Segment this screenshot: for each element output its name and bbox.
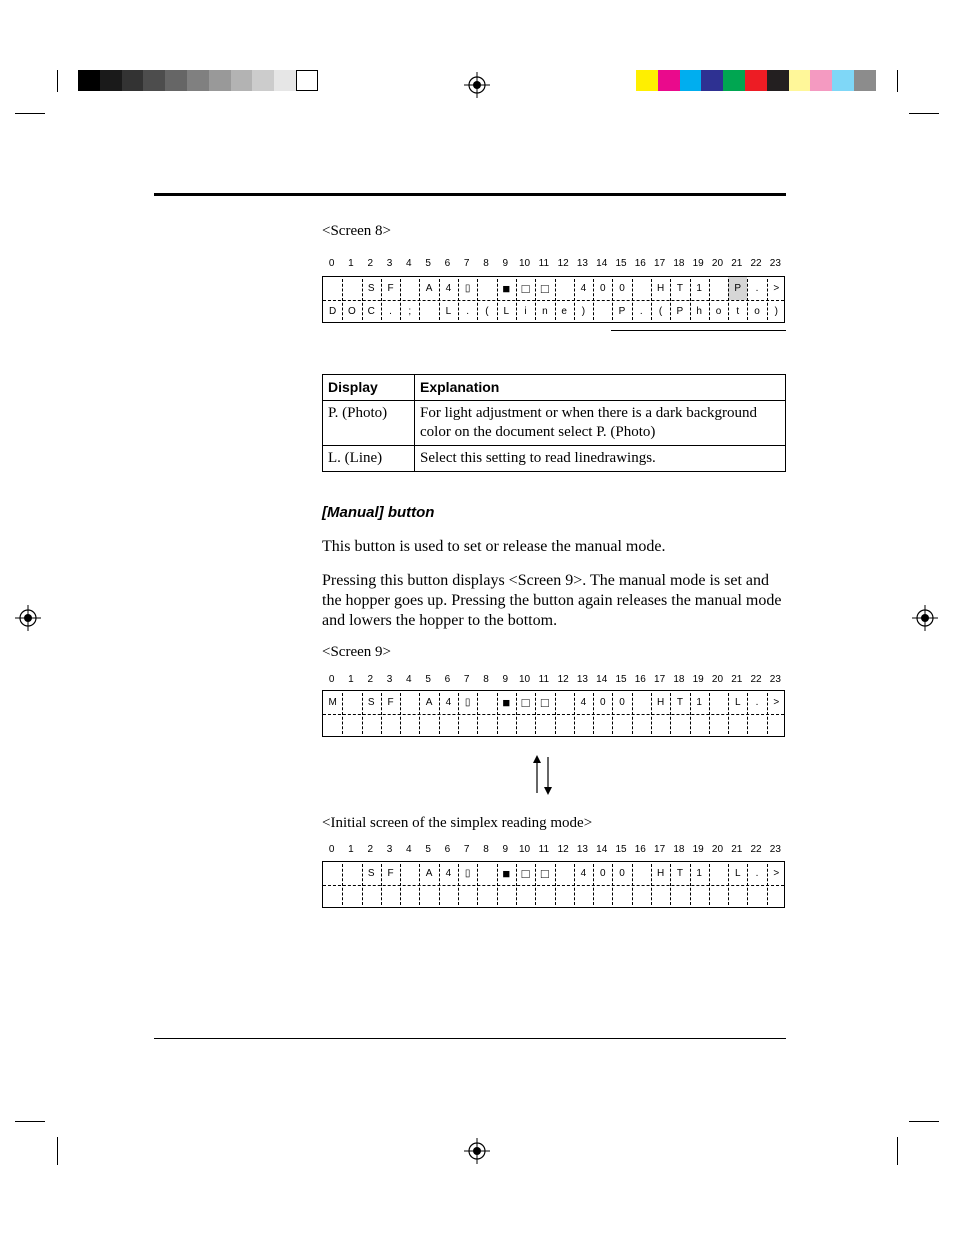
lcd-cell: ▯ [464,283,471,294]
lcd-cell: F [387,283,394,294]
lcd-cell [419,300,438,323]
lcd-cell: L [734,697,741,708]
column-number: 13 [576,258,588,269]
lcd-cell: 4 [445,868,452,879]
lcd-cell [690,885,709,908]
lcd-cell: 0 [599,697,606,708]
lcd-cell: . [755,697,759,708]
lcd-cell: ) [581,306,586,317]
column-number: 20 [711,674,724,685]
lcd-cell [342,862,361,885]
lcd-cell: C [367,306,375,317]
lcd-cell: A [425,283,433,294]
column-number: 21 [731,844,743,855]
lcd-cell [651,714,670,737]
column-number: 6 [444,258,451,269]
body-paragraph: Pressing this button displays <Screen 9>. The manual mode is set and the hopper goes up. Pressing the button again releases the manual mode and lowers the hopper to the bottom. [322,572,782,629]
table-row [323,401,786,446]
lcd-cell: ( [485,306,489,317]
lcd-cell: . [639,306,643,317]
column-number: 8 [483,844,489,855]
column-number: 3 [386,844,393,855]
color-swatch [854,70,876,91]
column-number: 13 [576,844,588,855]
color-swatch [143,70,165,91]
column-number: 22 [750,844,762,855]
lcd-cell: . [389,306,392,317]
screen-8-lcd [322,276,785,323]
lcd-cell [632,691,651,714]
column-number: 2 [367,844,373,855]
lcd-cell [632,277,651,300]
table-cell: P. (Photo) [323,401,415,446]
lcd-cell: H [656,868,665,879]
body-paragraph: This button is used to set or release the manual mode. [322,538,666,555]
lcd-cell [516,714,535,737]
column-number: 9 [502,844,509,855]
column-number: 0 [328,844,335,855]
lcd-cell [632,885,651,908]
table-row [323,446,786,472]
lcd-cell [458,714,477,737]
lcd-cell: 0 [599,283,606,294]
crop-mark [57,1137,58,1165]
table-header-explanation: Explanation [415,375,786,401]
lcd-cell: □ [521,695,530,710]
lcd-cell: 0 [619,868,625,879]
lcd-cell [747,714,766,737]
lcd-cell [555,885,574,908]
column-number: 3 [386,674,393,685]
column-number: 12 [557,674,569,685]
crop-mark [897,70,898,92]
color-swatch [767,70,789,91]
lcd-cell: A [425,697,433,708]
lcd-cell [728,714,747,737]
lcd-cell [535,885,554,908]
lcd-cell [323,277,342,300]
lcd-row-divider [323,885,784,886]
column-number: 23 [769,258,781,269]
lcd-cell [593,714,612,737]
lcd-cell [612,885,631,908]
lcd-cell: 0 [619,697,625,708]
lcd-cell [362,714,381,737]
lcd-cell: 4 [445,697,452,708]
lcd-cell: 1 [696,283,702,294]
lcd-cell: h [696,306,702,317]
column-number: 17 [654,674,666,685]
table-cell: L. (Line) [323,446,415,472]
lcd-cell [342,885,361,908]
column-number: 16 [634,674,646,685]
column-number: 11 [538,258,550,269]
column-number: 18 [673,674,685,685]
column-number: 9 [502,674,509,685]
lcd-cell: . [466,306,470,317]
lcd-cell: 0 [619,283,625,294]
column-number: 17 [654,258,666,269]
color-swatch [252,70,274,91]
column-number: 0 [328,674,335,685]
column-number: 2 [367,674,373,685]
lcd-cell [400,714,419,737]
table-header-row [323,375,786,401]
lcd-cell [709,885,728,908]
column-number: 0 [328,258,335,269]
lcd-cell [342,691,361,714]
lcd-cell: H [656,697,665,708]
lcd-cell: ▯ [464,697,471,708]
lcd-cell [400,277,419,300]
section-heading: [Manual] button [322,504,435,521]
lcd-row [323,885,784,908]
lcd-cell: O [348,306,356,317]
lcd-cell [728,885,747,908]
lcd-cell [574,714,593,737]
lcd-cell: □ [540,695,549,710]
column-number: 5 [425,258,431,269]
column-number: 14 [596,844,608,855]
lcd-cell [516,885,535,908]
lcd-cell: □ [540,281,549,296]
lcd-cell [323,862,342,885]
crop-mark [897,1137,898,1165]
lcd-cell: S [367,283,375,294]
color-swatch [122,70,144,91]
lcd-cell: 1 [696,868,702,879]
lcd-cell: 4 [580,697,587,708]
lcd-cell: P [676,306,684,317]
lcd-cell [535,714,554,737]
column-number: 17 [654,844,666,855]
lcd-cell [419,714,438,737]
column-number: 21 [731,258,743,269]
registration-mark-icon [912,605,938,631]
lcd-cell: 1 [696,697,702,708]
lcd-cell: ) [774,306,779,317]
lcd-cell: t [736,306,740,317]
column-number: 4 [406,844,412,855]
color-swatch [187,70,209,91]
column-number: 3 [386,258,393,269]
lcd-row [323,691,784,714]
color-swatch [296,70,318,91]
lcd-cell [690,714,709,737]
toggle-arrows-icon [529,755,555,795]
lcd-cell [477,714,496,737]
lcd-cell: S [367,868,375,879]
lcd-cell: T [676,697,683,708]
registration-mark-icon [464,72,490,98]
lcd-cell: S [367,697,375,708]
lcd-cell [323,714,342,737]
color-swatch [209,70,231,91]
lcd-cell [400,862,419,885]
lcd-row [323,862,784,885]
lcd-row [323,714,784,737]
column-number: 15 [615,258,627,269]
lcd-cell: 4 [445,283,452,294]
lcd-cell [477,691,496,714]
lcd-cell [400,885,419,908]
lcd-cell: . [755,283,759,294]
lcd-cell [670,714,689,737]
crop-mark [15,1121,45,1122]
column-number: 6 [444,844,451,855]
lcd-cell: e [561,306,567,317]
lcd-cell: H [656,283,665,294]
lcd-cell: n [542,306,548,317]
column-number: 16 [634,844,646,855]
color-swatch [789,70,811,91]
column-number: 11 [538,674,550,685]
lcd-cell: . [755,868,759,879]
lcd-cell [342,277,361,300]
lcd-cell [497,885,516,908]
lcd-cell [632,862,651,885]
crop-mark [57,70,58,92]
column-number: 22 [750,258,762,269]
lcd-cell [323,885,342,908]
color-swatch [832,70,854,91]
color-swatch [165,70,187,91]
lcd-cell [381,714,400,737]
column-number: 2 [367,258,373,269]
lcd-cell [593,885,612,908]
lcd-cell: i [524,306,527,317]
column-number: 23 [769,674,781,685]
column-number: 22 [750,674,762,685]
lcd-cell [709,862,728,885]
initial-screen-label: <Initial screen of the simplex reading mode> [322,815,593,831]
column-number: 9 [502,258,509,269]
lcd-cell: L [445,306,452,317]
table-header-display: Display [323,375,415,401]
lcd-cell [555,714,574,737]
lcd-cell [651,885,670,908]
initial-screen-column-numbers [322,844,786,858]
lcd-cell: T [676,868,683,879]
screen-8-column-numbers [322,258,786,272]
column-number: 6 [444,674,451,685]
color-swatch [274,70,296,91]
column-number: 1 [348,674,354,685]
lcd-cell [439,885,458,908]
footer-rule [154,1038,786,1039]
lcd-cell: □ [521,866,530,881]
lcd-cell: 4 [580,868,587,879]
lcd-cell: T [676,283,683,294]
screen-9-label: <Screen 9> [322,644,391,660]
lcd-cell: ▯ [464,868,471,879]
color-swatch [701,70,723,91]
column-number: 10 [519,674,531,685]
column-number: 15 [615,674,627,685]
lcd-cell [670,885,689,908]
column-number: 8 [483,674,489,685]
column-number: 1 [348,258,354,269]
column-number: 20 [711,258,724,269]
column-number: 10 [519,844,531,855]
column-number: 12 [557,844,569,855]
column-number: 13 [576,674,588,685]
screen-8-underline [611,330,786,331]
lcd-cell [362,885,381,908]
column-number: 18 [673,258,685,269]
column-number: 23 [769,844,781,855]
column-number: 7 [463,844,470,855]
lcd-cell: 4 [580,283,587,294]
display-explanation-table [322,374,786,472]
lcd-cell: P [618,306,626,317]
lcd-cell [555,862,574,885]
lcd-cell [342,714,361,737]
screen-9-lcd [322,690,785,737]
lcd-cell: F [387,868,394,879]
column-number: 5 [425,844,431,855]
lcd-cell: F [387,697,394,708]
lcd-cell: ( [658,306,663,317]
lcd-cell [477,862,496,885]
color-swatch [680,70,702,91]
lcd-cell [767,714,786,737]
lcd-cell [632,714,651,737]
lcd-cell: > [773,283,780,294]
lcd-cell: 0 [599,868,606,879]
lcd-cell: ■ [502,695,511,710]
registration-mark-icon [15,605,41,631]
color-swatch [78,70,100,91]
column-number: 19 [692,258,704,269]
lcd-cell: P [728,277,747,300]
color-swatch [723,70,745,91]
crop-mark [909,113,939,114]
lcd-cell [709,714,728,737]
lcd-cell: ■ [502,281,511,296]
lcd-cell [419,885,438,908]
lcd-cell [400,691,419,714]
lcd-cell: ; [408,306,412,317]
lcd-row-divider [323,714,784,715]
table-cell: For light adjustment or when there is a dark background color on the document select P. (Photo) [415,401,786,446]
lcd-cell [709,277,728,300]
column-number: 14 [596,674,608,685]
color-swatch [231,70,253,91]
column-number: 18 [673,844,685,855]
lcd-cell: > [773,868,780,879]
lcd-cell: o [754,306,760,317]
column-number: 12 [557,258,569,269]
column-number: 15 [615,844,627,855]
lcd-cell [555,277,574,300]
lcd-row [323,300,784,323]
column-number: 1 [348,844,354,855]
lcd-cell [439,714,458,737]
color-swatch [745,70,767,91]
lcd-cell [477,277,496,300]
lcd-cell [612,714,631,737]
lcd-cell [574,885,593,908]
lcd-cell: L [503,306,510,317]
column-number: 4 [406,674,412,685]
initial-screen-lcd [322,861,785,908]
column-number: 11 [538,844,550,855]
lcd-cell: □ [540,866,549,881]
color-swatch [100,70,122,91]
column-number: 21 [731,674,743,685]
column-number: 14 [596,258,608,269]
lcd-cell [381,885,400,908]
header-rule [154,193,786,196]
column-number: 20 [711,844,724,855]
lcd-cell: o [715,306,722,317]
screen-9-column-numbers [322,674,786,688]
color-swatch [658,70,680,91]
lcd-cell [477,885,496,908]
registration-mark-icon [464,1138,490,1164]
lcd-cell [555,691,574,714]
column-number: 4 [406,258,412,269]
lcd-cell [458,885,477,908]
column-number: 5 [425,674,431,685]
table-cell: Select this setting to read linedrawings. [415,446,786,472]
lcd-row-divider [323,300,784,301]
column-number: 16 [634,258,646,269]
column-number: 19 [692,674,704,685]
column-number: 19 [692,844,704,855]
lcd-cell: D [329,306,337,317]
crop-mark [909,1121,939,1122]
lcd-cell: □ [521,281,530,296]
lcd-cell [497,714,516,737]
crop-mark [15,113,45,114]
column-number: 7 [463,674,470,685]
column-number: 10 [519,258,531,269]
lcd-cell [709,691,728,714]
lcd-cell [593,300,612,323]
column-number: 8 [483,258,489,269]
lcd-cell: M [328,697,337,708]
color-swatch [636,70,658,91]
lcd-cell: L [734,868,741,879]
lcd-row [323,277,784,300]
lcd-cell: > [773,697,780,708]
lcd-cell: A [425,868,433,879]
lcd-cell: ■ [502,866,511,881]
lcd-cell [747,885,766,908]
lcd-cell [767,885,786,908]
screen-8-label: <Screen 8> [322,223,391,239]
column-number: 7 [463,258,470,269]
color-swatch [810,70,832,91]
